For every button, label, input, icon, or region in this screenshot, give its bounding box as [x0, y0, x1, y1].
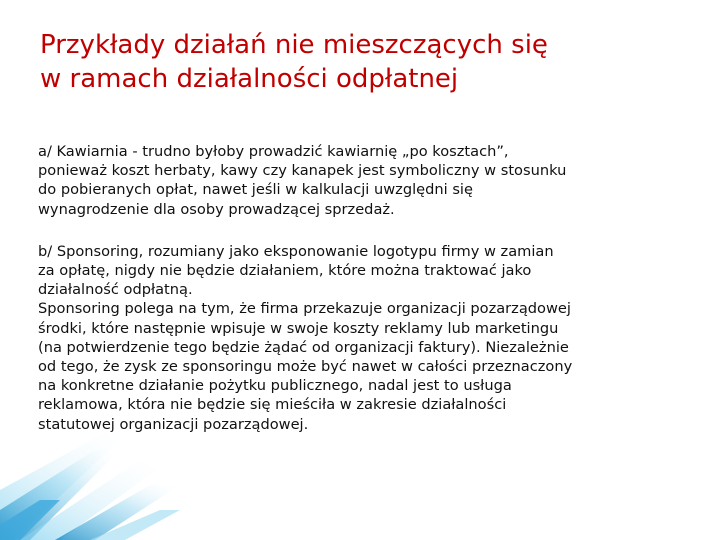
paragraph-b-line: Sponsoring polega na tym, że firma przekazuje organizacji pozarządowej [38, 300, 571, 318]
slide-body [38, 142, 698, 434]
paragraph-b-line: na konkretne działanie pożytku publicznego, nadal jest to usługa [38, 377, 512, 395]
paragraph-a-line: wynagrodzenie dla osoby prowadzącej sprzedaż. [38, 200, 395, 218]
paragraph-b-line: za opłatę, nigdy nie będzie działaniem, które można traktować jako [38, 262, 532, 280]
paragraph-b [38, 242, 698, 434]
paragraph-a-line: ponieważ koszt herbaty, kawy czy kanapek jest symboliczny w stosunku [38, 162, 567, 180]
title-line-2: w ramach działalności odpłatnej [40, 64, 459, 94]
paragraph-gap [38, 219, 698, 242]
paragraph-b-line: środki, które następnie wpisuje w swoje koszty reklamy lub marketingu [38, 319, 559, 337]
paragraph-a-line: a/ Kawiarnia - trudno byłoby prowadzić kawiarnię „po kosztach”, [38, 143, 509, 160]
slide-title [40, 28, 700, 96]
title-line-1: Przykłady działań nie mieszczących się [40, 30, 548, 60]
paragraph-a-line: do pobieranych opłat, nawet jeśli w kalkulacji uwzględni się [38, 181, 473, 199]
paragraph-b-line: działalność odpłatną. [38, 281, 193, 299]
paragraph-b-line: od tego, że zysk ze sponsoringu może być nawet w całości przeznaczony [38, 358, 573, 376]
paragraph-b-line: statutowej organizacji pozarządowej. [38, 415, 309, 433]
corner-stripes-decoration-icon [0, 430, 180, 540]
paragraph-b-line: (na potwierdzenie tego będzie żądać od organizacji faktury). Niezależnie [38, 338, 569, 356]
paragraph-a [38, 142, 698, 219]
paragraph-b-line: reklamowa, która nie będzie się mieściła w zakresie działalności [38, 396, 507, 414]
paragraph-b-line: b/ Sponsoring, rozumiany jako eksponowanie logotypu firmy w zamian [38, 242, 554, 260]
